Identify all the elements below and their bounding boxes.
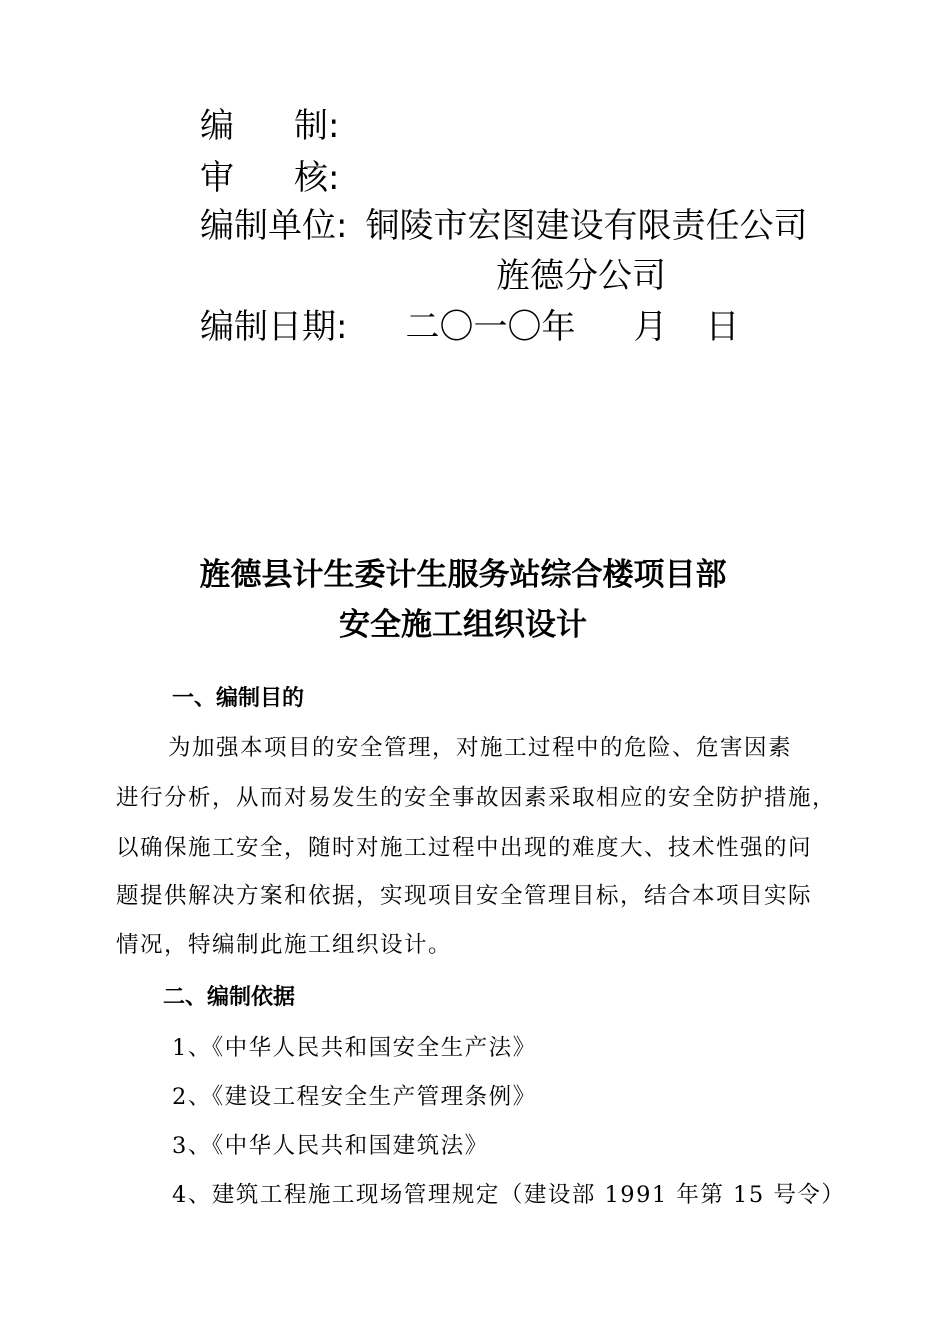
paragraph-line: 为加强本项目的安全管理，对施工过程中的危险、危害因素 — [168, 735, 793, 761]
reference-item: 3、《中华人民共和国建筑法》 — [172, 1133, 489, 1159]
editor-label — [200, 106, 350, 146]
editor-row — [200, 106, 350, 146]
paragraph-line: 题提供解决方案和依据，实现项目安全管理目标，结合本项目实际 — [116, 883, 813, 909]
date-row — [200, 307, 739, 347]
reference-item: 2、《建设工程安全生产管理条例》 — [172, 1084, 537, 1110]
reviewer-row — [200, 158, 350, 198]
paragraph-line: 情况，特编制此施工组织设计。 — [116, 932, 453, 958]
unit-value-line2 — [496, 256, 666, 296]
unit-row — [200, 206, 807, 246]
reference-item: 4、建筑工程施工现场管理规定（建设部 1991 年第 15 号令） — [172, 1182, 846, 1208]
section-heading-purpose: 一、编制目的 — [172, 686, 305, 711]
date-year: 二〇一〇年 — [405, 307, 576, 347]
unit-value: 铜陵市宏图建设有限责任公司 — [365, 206, 808, 246]
unit-label: 编制单位: — [200, 206, 348, 246]
date-day: 日 — [705, 307, 740, 347]
document-title-line2: 安全施工组织设计 — [339, 607, 587, 643]
paragraph-line: 进行分析，从而对易发生的安全事故因素采取相应的安全防护措施， — [116, 785, 837, 811]
section-heading-basis: 二、编制依据 — [163, 985, 296, 1010]
unit-branch-name: 旌德分公司 — [496, 256, 666, 296]
editor-label-char-1: 编 — [200, 106, 234, 146]
reviewer-label — [200, 158, 350, 198]
reviewer-label-char-1: 审 — [200, 158, 234, 198]
reviewer-label-char-2: 核: — [294, 158, 340, 198]
date-month: 月 — [633, 307, 668, 347]
paragraph-line: 以确保施工安全，随时对施工过程中出现的难度大、技术性强的问 — [116, 835, 813, 861]
reference-item: 1、《中华人民共和国安全生产法》 — [172, 1035, 537, 1061]
editor-label-char-2: 制: — [294, 106, 340, 146]
date-label: 编制日期: — [200, 307, 348, 347]
document-title-line1: 旌德县计生委计生服务站综合楼项目部 — [199, 557, 727, 593]
